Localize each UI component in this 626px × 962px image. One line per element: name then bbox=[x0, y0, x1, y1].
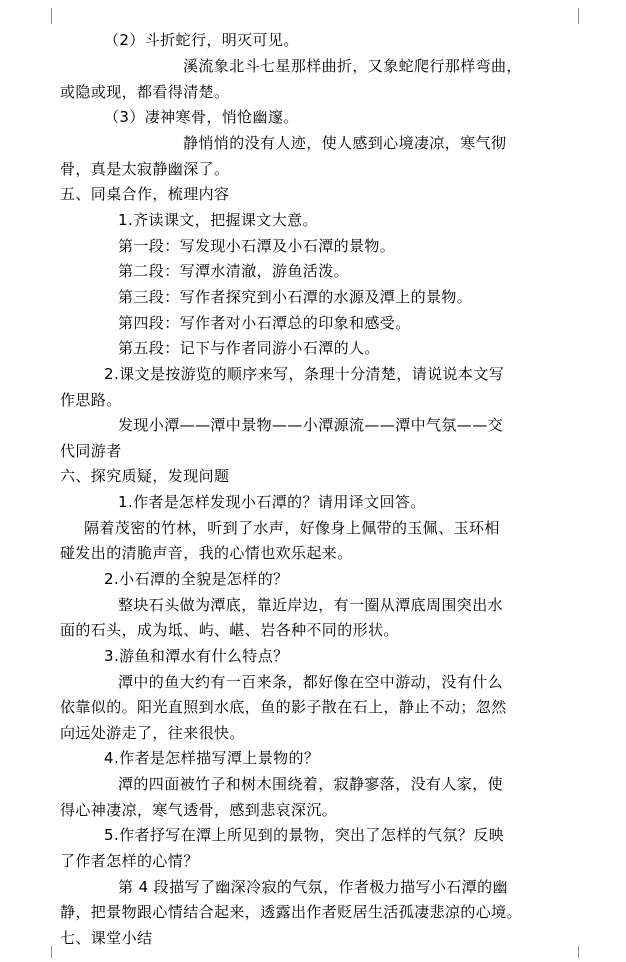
paragraph-summary-5: 第五段：记下与作者同游小石潭的人。 bbox=[118, 339, 380, 357]
item-point-2: （2）斗折蛇行，明灭可见。 bbox=[104, 31, 299, 49]
item-point-3: （3）凄神寒骨，悄怆幽邃。 bbox=[104, 108, 299, 126]
question-2: 2.小石潭的全貌是怎样的？ bbox=[104, 570, 289, 588]
paragraph-summary-1: 第一段：写发现小石潭及小石潭的景物。 bbox=[118, 237, 396, 255]
answer-3-cont: 向远处游走了，往来很快。 bbox=[60, 724, 245, 742]
crop-mark-bottom-left bbox=[42, 946, 52, 958]
task-item-2-cont: 作思路。 bbox=[60, 391, 122, 409]
task-item-2: 2.课文是按游览的顺序来写，条理十分清楚，请说说本文写 bbox=[104, 365, 505, 383]
explanation-line: 静悄悄的没有人迹，使人感到心境凄凉，寒气彻 bbox=[183, 134, 507, 152]
question-5-cont: 了作者怎样的心情？ bbox=[60, 852, 199, 870]
answer-5-cont: 静，把景物跟心情结合起来，透露出作者贬居生活孤凄悲凉的心境。 bbox=[60, 903, 523, 921]
answer-1-cont: 碰发出的清脆声音，我的心情也欢乐起来。 bbox=[60, 544, 353, 562]
paragraph-summary-4: 第四段：写作者对小石潭总的印象和感受。 bbox=[118, 314, 411, 332]
answer-1: 隔着茂密的竹林，听到了水声，好像身上佩带的玉佩、玉环相 bbox=[84, 519, 500, 537]
structure-line: 发现小潭——潭中景物——小潭源流——潭中气氛——交 bbox=[118, 416, 504, 434]
explanation-line: 或隐或现，都看得清楚。 bbox=[60, 83, 230, 101]
section-heading-7: 七、课堂小结 bbox=[60, 929, 153, 947]
answer-3: 潭中的鱼大约有一百来条，都好像在空中游动，没有什么 bbox=[118, 673, 504, 691]
question-4: 4.作者是怎样描写潭上景物的？ bbox=[104, 749, 320, 767]
question-5: 5.作者抒写在潭上所见到的景物，突出了怎样的气氛？反映 bbox=[104, 826, 505, 844]
crop-mark-bottom-right bbox=[578, 946, 588, 958]
paragraph-summary-3: 第三段：写作者探究到小石潭的水源及潭上的景物。 bbox=[118, 288, 473, 306]
explanation-line: 骨，真是太寂静幽深了。 bbox=[60, 160, 230, 178]
answer-3-cont: 依靠似的。阳光直照到水底，鱼的影子散在石上，静止不动；忽然 bbox=[60, 698, 507, 716]
paragraph-summary-2: 第二段：写潭水清澈，游鱼活泼。 bbox=[118, 262, 350, 280]
task-item-1: 1.齐读课文，把握课文大意。 bbox=[118, 211, 318, 229]
question-3: 3.游鱼和潭水有什么特点？ bbox=[104, 647, 289, 665]
structure-line-cont: 代同游者 bbox=[60, 442, 122, 460]
answer-4: 潭的四面被竹子和树木围绕着，寂静寥落，没有人家，使 bbox=[118, 775, 504, 793]
section-heading-5: 五、同桌合作，梳理内容 bbox=[60, 185, 230, 203]
answer-2-cont: 面的石头，成为坻、屿、嵁、岩各种不同的形状。 bbox=[60, 621, 399, 639]
question-1: 1.作者是怎样发现小石潭的？请用译文回答。 bbox=[118, 493, 426, 511]
explanation-line: 溪流象北斗七星那样曲折，又象蛇爬行那样弯曲， bbox=[183, 57, 522, 75]
section-heading-6: 六、探究质疑，发现问题 bbox=[60, 467, 230, 485]
crop-mark-top-left bbox=[42, 8, 52, 24]
answer-4-cont: 得心神凄凉，寒气透骨，感到悲哀深沉。 bbox=[60, 801, 338, 819]
answer-2: 整块石头做为潭底，靠近岸边，有一圈从潭底周围突出水 bbox=[118, 596, 504, 614]
crop-mark-top-right bbox=[578, 8, 588, 24]
answer-5: 第 4 段描写了幽深冷寂的气氛，作者极力描写小石潭的幽 bbox=[118, 878, 508, 896]
